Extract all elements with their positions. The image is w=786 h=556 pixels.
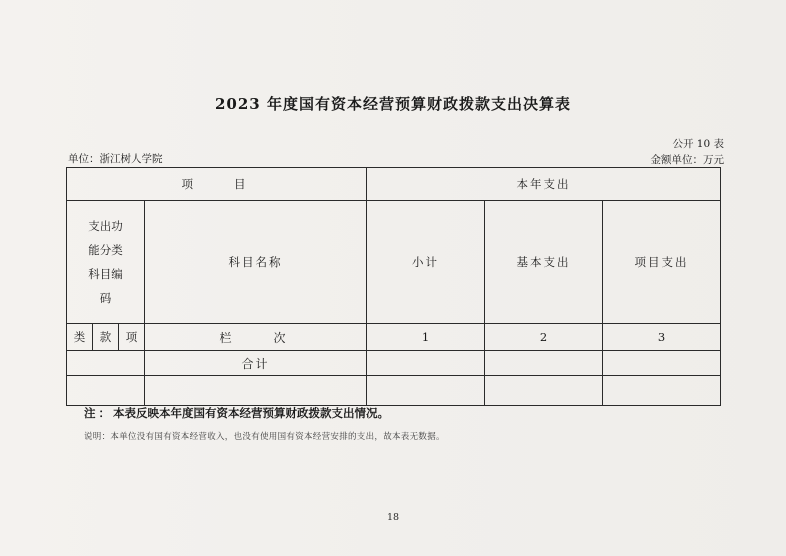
empty-code-cell (67, 376, 145, 406)
left-col-line-1: 支出功 (88, 219, 123, 233)
lanci-label: 栏 次 (145, 324, 367, 351)
column-header-subject-name: 科目名称 (145, 201, 367, 324)
empty-name-cell (145, 376, 367, 406)
amount-unit: 金额单位：万元 (650, 154, 724, 166)
left-col-line-3: 科目编 (88, 267, 123, 281)
table-row-group-header (67, 168, 721, 201)
lanci-cell-xiang: 项 (119, 324, 145, 351)
column-header-basic-expenditure: 基本支出 (485, 201, 603, 324)
form-code: 公开 10 表 (672, 138, 724, 150)
total-value-basic (485, 351, 603, 376)
header-group-right: 本年支出 (367, 168, 721, 201)
total-code-cell (67, 351, 145, 376)
table-row-column-header (67, 201, 721, 324)
total-value-project (603, 351, 721, 376)
table-row-lanci (67, 324, 721, 351)
lanci-cell-kuan: 款 (93, 324, 119, 351)
lanci-number-2: 2 (485, 324, 603, 351)
empty-subtotal-cell (367, 376, 485, 406)
reporting-unit: 单位：浙江树人学院 (68, 153, 163, 165)
total-label: 合计 (145, 351, 367, 376)
page-number: 18 (386, 512, 400, 523)
table-row-empty (67, 376, 721, 406)
page-title: 2023 年度国有资本经营预算财政拨款支出决算表 (215, 95, 571, 113)
lanci-cell-lei: 类 (67, 324, 93, 351)
empty-project-cell (603, 376, 721, 406)
table-explanation: 说明：本单位没有国有资本经营收入，也没有使用国有资本经营安排的支出，故本表无数据。 (84, 432, 445, 442)
note-text: 本表反映本年度国有资本经营预算财政拨款支出情况。 (113, 406, 389, 420)
table-note (84, 405, 389, 421)
column-header-project-expenditure: 项目支出 (603, 201, 721, 324)
empty-basic-cell (485, 376, 603, 406)
left-col-line-2: 能分类 (88, 243, 123, 257)
column-header-subtotal: 小计 (367, 201, 485, 324)
left-column-vertical-header (67, 201, 145, 324)
lanci-number-3: 3 (603, 324, 721, 351)
note-label: 注： (84, 406, 113, 420)
total-value-subtotal (367, 351, 485, 376)
header-group-left: 项 目 (67, 168, 367, 201)
left-col-line-4: 码 (99, 291, 112, 305)
lanci-number-1: 1 (367, 324, 485, 351)
budget-table (66, 167, 721, 406)
table-row-total (67, 351, 721, 376)
